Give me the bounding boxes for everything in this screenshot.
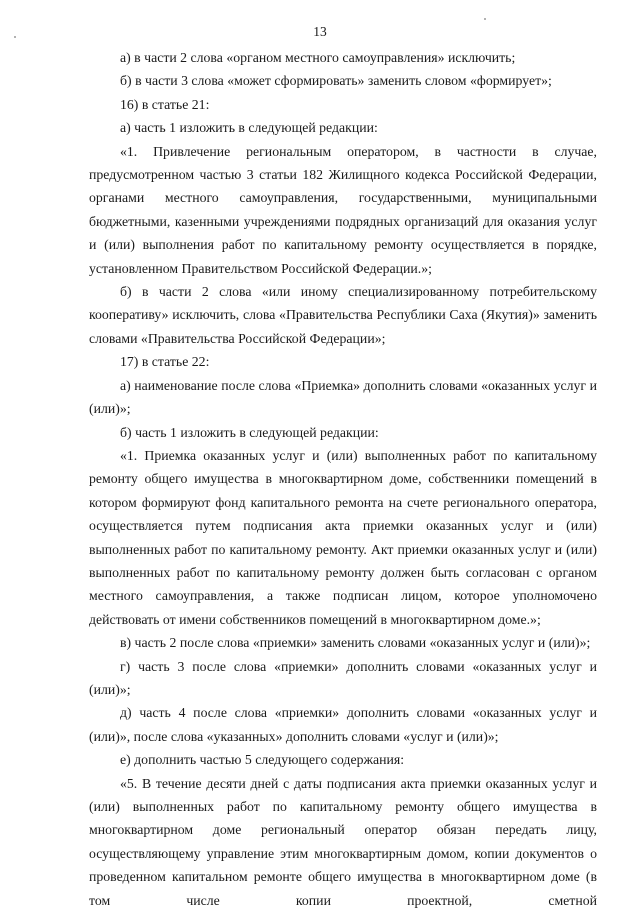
paragraph: «1. Привлечение региональным оператором, в частности в случае, предусмотренном частью 3 статьи 182 Жилищного кодекса Российской Федерации, органами местного самоуправления, государственными, муниципальными бюджетными, казенными учреждениями подрядных организаций для оказания услуг и (или) выполнения работ по капитальному ремонту осуществляется в порядке, установленном Правительством Российской Федерации.»; [89, 143, 597, 276]
page-number: 13 [313, 24, 327, 39]
paragraph: б) часть 1 изложить в следующей редакции: [120, 424, 379, 440]
paragraph: в) часть 2 после слова «приемки» заменить словами «оказанных услуг и (или)»; [120, 635, 591, 651]
paragraph: а) наименование после слова «Приемка» дополнить словами «оказанных услуг и (или)»; [89, 377, 597, 417]
paragraph: «5. В течение десяти дней с даты подписания акта приемки оказанных услуг и (или) выполненных работ по капитальному ремонту общего имущества в многоквартирном доме региональный оператор обязан передать лицу, осуществляющему управление этим многоквартирным домом, копии документов о проведенном капитальном ремонте общего имущества в многоквартирном доме (в том числе копии проектной, сметной [89, 775, 597, 908]
paragraph: б) в части 3 слова «может сформировать» заменить словом «формирует»; [120, 73, 552, 89]
paragraph: а) в части 2 слова «органом местного самоуправления» исключить; [120, 50, 516, 65]
document-body [89, 46, 597, 912]
scan-speck [484, 18, 486, 20]
paragraph: е) дополнить частью 5 следующего содержания: [120, 752, 405, 768]
paragraph: 17) в статье 22: [120, 354, 210, 370]
paragraph: 16) в статье 21: [120, 96, 210, 112]
paragraph: д) часть 4 после слова «приемки» дополнить словами «оказанных услуг и (или)», после слова «указанных» дополнить словами «услуг и (или)»; [89, 705, 597, 744]
paragraph: а) часть 1 изложить в следующей редакции: [120, 120, 378, 136]
paragraph: г) часть 3 после слова «приемки» дополнить словами «оказанных услуг и (или)»; [89, 658, 597, 697]
paragraph: «1. Приемка оказанных услуг и (или) выполненных работ по капитальному ремонту общего имущества в многоквартирном доме, собственники помещений в котором формируют фонд капитального ремонта на счете регионального оператора, осуществляется путем подписания акта приемки оказанных услуг и (или) выполненных работ по капитальному ремонту. Акт приемки оказанных услуг и (или) выполненных работ по капитальному ремонту должен быть согласован с органом местного самоуправления, а также подписан лицом, которое уполномочено действовать от имени собственников помещений в многоквартирном доме.»; [89, 447, 597, 627]
paragraph: б) в части 2 слова «или иному специализированному потребительскому кооперативу» исключить, слова «Правительства Республики Саха (Якутия)» заменить словами «Правительства Российской Федерации»; [89, 284, 597, 346]
